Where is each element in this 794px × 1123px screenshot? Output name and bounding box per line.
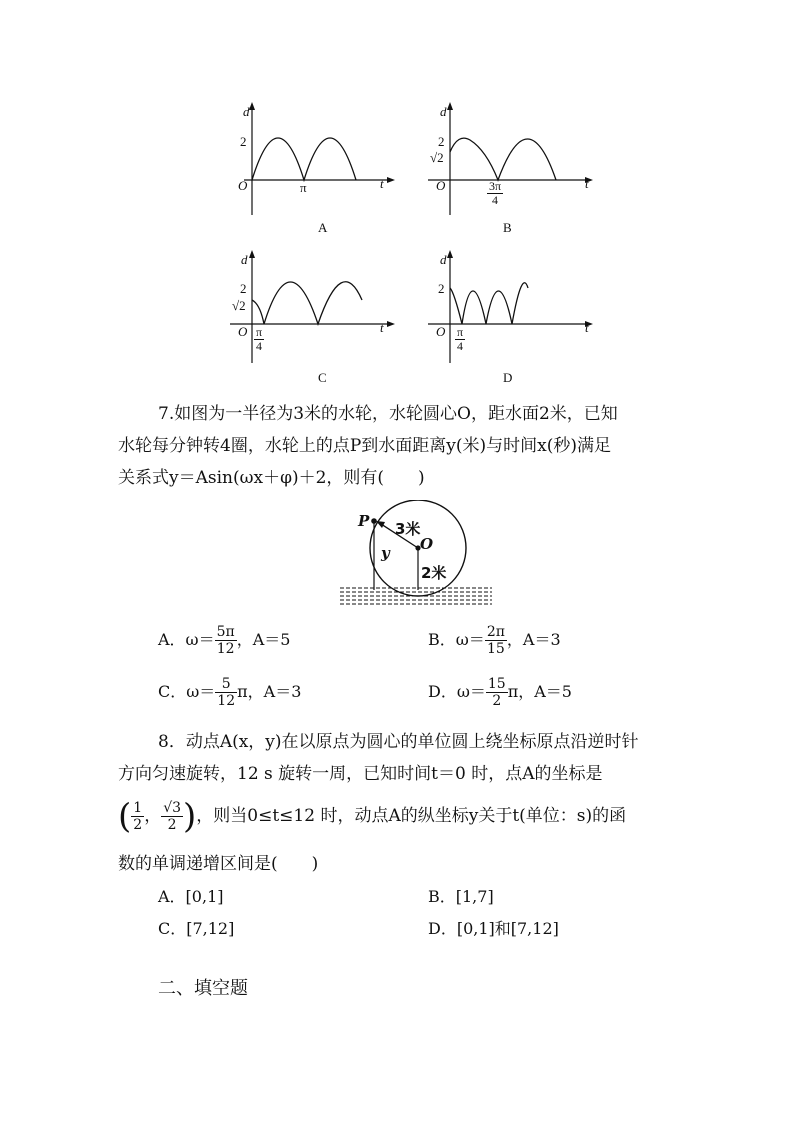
graph-c-ytick2: √2 — [232, 298, 246, 313]
graph-b-xtick — [487, 180, 503, 207]
graph-c-xlabel: t — [380, 320, 384, 335]
q8-line4: 数的单调递增区间是( ) — [118, 854, 319, 874]
graph-c-xtick-num: π — [256, 325, 263, 339]
graph-b-xtick-den: 4 — [492, 193, 499, 207]
q7-option-a-pre: A．ω＝ — [158, 630, 215, 649]
graph-b-xlabel: t — [585, 176, 589, 191]
wheel-center-o: O — [420, 535, 434, 553]
section-title: 二、填空题 — [158, 978, 248, 999]
q7-option-a-num: 5π — [216, 624, 235, 640]
graph-a-ytick: 2 — [240, 134, 247, 149]
q8-option-a[interactable]: A．[0,1] — [158, 887, 224, 906]
graph-a-ylabel: d — [243, 104, 250, 119]
q8-coord-num2: √3 — [163, 800, 182, 816]
q8-coord-den2: 2 — [167, 817, 177, 833]
q7-option-d-den: 2 — [492, 693, 502, 709]
q7-option-c-num: 5 — [215, 676, 237, 693]
graph-c-ylabel: d — [241, 252, 248, 267]
graph-a-origin: O — [238, 178, 248, 193]
q7-option-a-post: ，A＝5 — [236, 630, 291, 649]
q8-coord-num1: 1 — [133, 800, 143, 816]
q8-coord-den1: 2 — [133, 817, 143, 833]
graph-b-xtick-num: 3π — [489, 179, 502, 193]
q8-line2: 方向匀速旋转，12 s 旋转一周，已知时间t＝0 时，点A的坐标是 — [118, 764, 603, 784]
q8-line1: 8．动点A(x，y)在以原点为圆心的单位圆上绕坐标原点沿逆时针 — [158, 732, 639, 752]
graph-c-ytick: 2 — [240, 281, 247, 296]
graph-d-xtick-den: 4 — [457, 339, 464, 353]
graph-a-caption: A — [318, 220, 328, 235]
graph-a-xtick: π — [300, 180, 307, 195]
q7-option-b-pre: B．ω＝ — [428, 630, 485, 649]
q8-coord-close: ) — [183, 796, 197, 837]
graph-d-origin: O — [436, 324, 446, 339]
q7-option-d-pre: D．ω＝ — [428, 682, 486, 701]
graph-d-ytick: 2 — [438, 281, 445, 296]
q8-option-b[interactable]: B．[1,7] — [428, 887, 494, 906]
graph-b — [428, 100, 598, 220]
q8-line3-rest: ，则当0≤t≤12 时，动点A的纵坐标y关于t(单位：s)的函 — [196, 806, 627, 826]
graph-b-ytick2: √2 — [430, 150, 444, 165]
q8-line3 — [118, 796, 678, 837]
graph-d-xlabel: t — [585, 320, 589, 335]
graph-d-xtick-num: π — [457, 325, 464, 339]
graph-a-xlabel: t — [380, 176, 384, 191]
graph-d-xtick — [455, 326, 465, 353]
wheel-point-p: P — [358, 512, 370, 530]
q7-option-d[interactable] — [428, 676, 572, 709]
q7-option-b-den: 15 — [486, 641, 505, 657]
graph-b-ytick: 2 — [438, 134, 445, 149]
q7-option-c-pre: C．ω＝ — [158, 682, 216, 701]
graph-d — [428, 248, 598, 368]
q8-coord-open: ( — [118, 796, 132, 837]
graph-a — [230, 100, 400, 220]
wheel-radius-label: 3米 — [395, 520, 421, 538]
q8-option-d[interactable]: D．[0,1]和[7,12] — [428, 919, 559, 938]
q7-option-c-den: 12 — [217, 693, 236, 709]
graph-d-caption: D — [503, 370, 513, 385]
graph-c-xtick — [254, 326, 264, 353]
graph-b-ylabel: d — [440, 104, 447, 119]
q7-option-c[interactable] — [158, 676, 301, 709]
q7-line1: 7.如图为一半径为3米的水轮，水轮圆心O，距水面2米，已知 — [158, 404, 618, 424]
q8-option-c[interactable]: C．[7,12] — [158, 919, 235, 938]
q7-option-c-post: π，A＝3 — [237, 682, 302, 701]
q7-option-d-num: 15 — [487, 676, 506, 692]
graph-c-origin: O — [238, 324, 248, 339]
q7-option-b[interactable] — [428, 624, 561, 657]
wheel-height-label: 2米 — [421, 564, 447, 582]
graph-c-caption: C — [318, 370, 327, 385]
q7-option-d-post: π，A＝5 — [507, 682, 572, 701]
q7-option-b-post: ，A＝3 — [506, 630, 561, 649]
graph-c-xtick-den: 4 — [256, 339, 263, 353]
graph-d-ylabel: d — [440, 252, 447, 267]
q7-option-a[interactable] — [158, 624, 290, 657]
graph-b-caption: B — [503, 220, 512, 235]
wheel-y-label: y — [381, 544, 390, 562]
q7-option-a-den: 12 — [216, 641, 235, 657]
q7-line2: 水轮每分钟转4圈，水轮上的点P到水面距离y(米)与时间x(秒)满足 — [118, 436, 611, 456]
q8-coord-comma: ， — [144, 806, 162, 826]
q7-line3: 关系式y＝Asin(ωx＋φ)＋2，则有( ) — [118, 468, 425, 488]
graph-b-origin: O — [436, 178, 446, 193]
q7-option-b-num: 2π — [486, 624, 505, 640]
